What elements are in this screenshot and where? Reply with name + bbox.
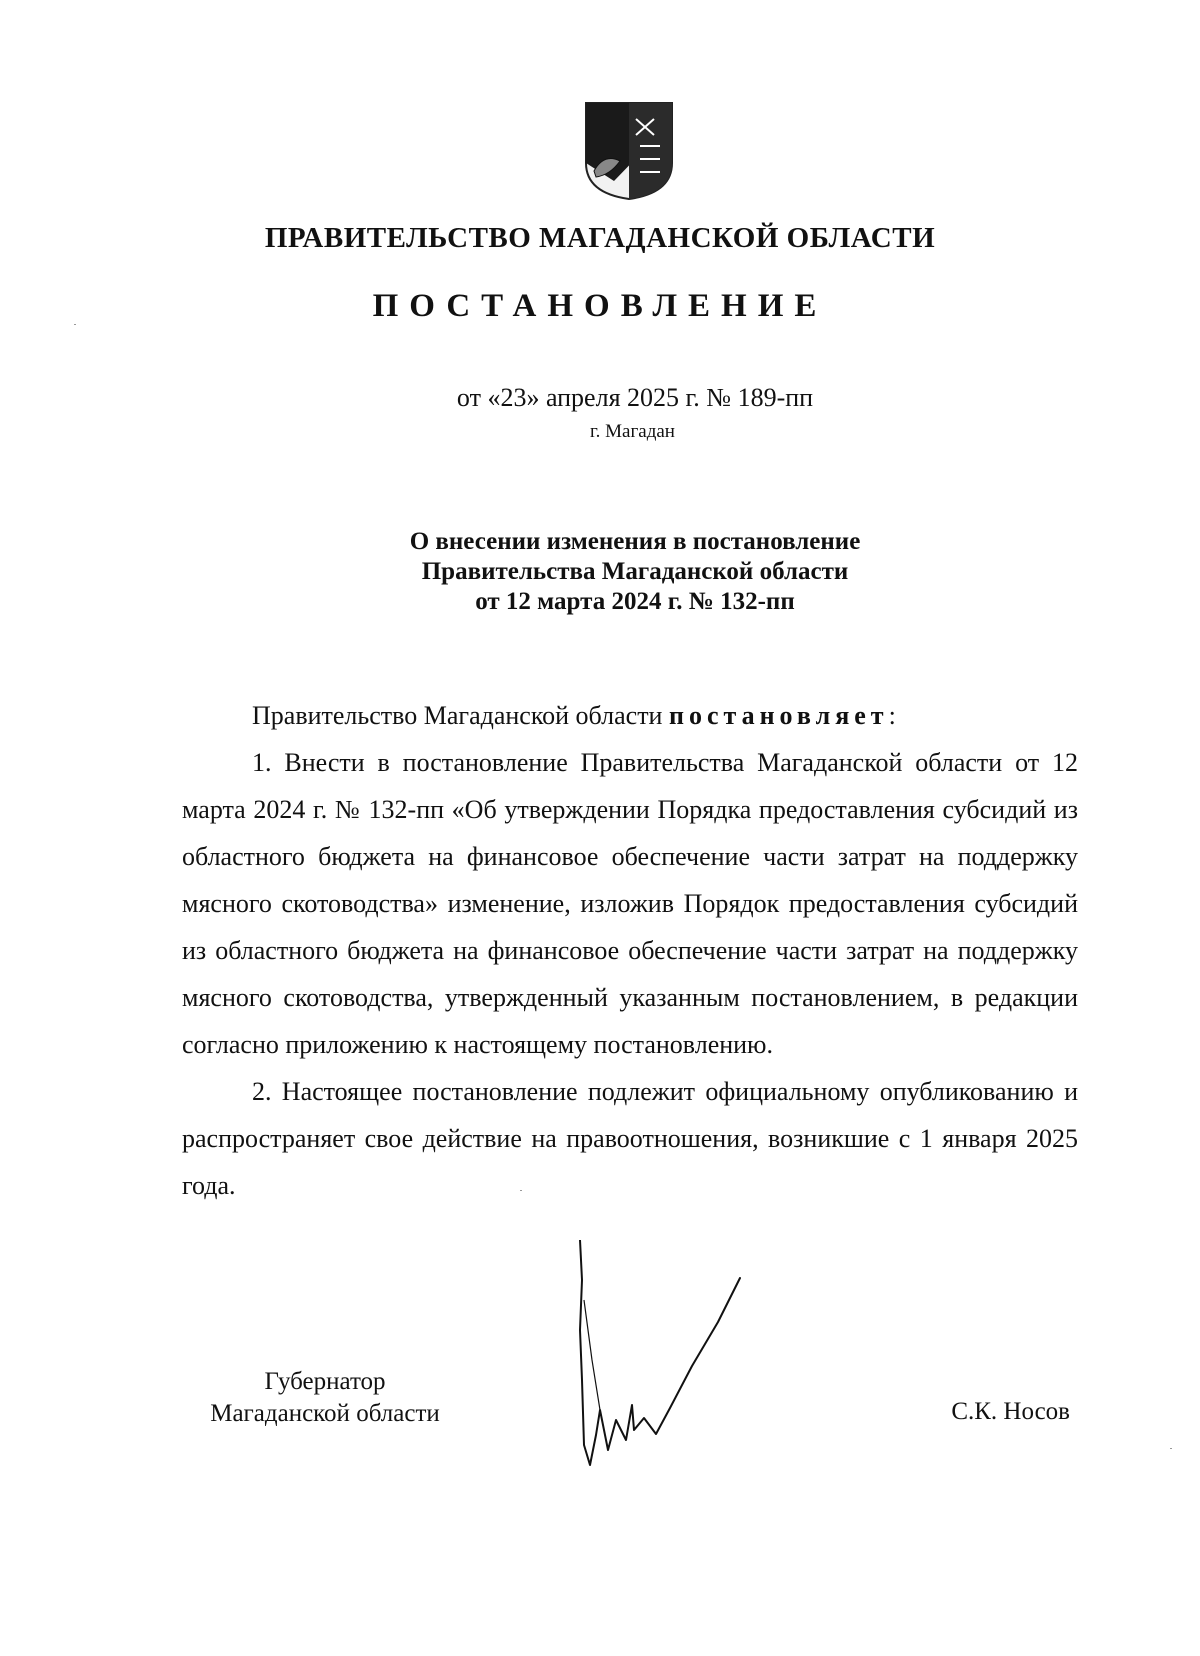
paragraph-1: 1. Внести в постановление Правительства Магаданской области от 12 марта 2024 г. № 132-пп «Об утверждении Порядка предоставления субсидий из областного бюджета на финансовое обеспечение части затрат на поддержку мясного скотоводства» изменение, изложив Порядок предоставления субсидий из областного бюджета на финансовое обеспечение части затрат на поддержку мясного скотоводства, утвержденный указанным постановлением, в редакции согласно приложению к настоящему постановлению. <box>182 748 1078 1059</box>
signatory-name: С.К. Носов <box>951 1398 1070 1425</box>
scan-speck <box>1170 1448 1172 1449</box>
document-body <box>182 692 1078 1209</box>
document-date-number: от «23» апреля 2025 г. № 189-пп <box>456 383 814 412</box>
organization-name: ПРАВИТЕЛЬСТВО МАГАДАНСКОЙ ОБЛАСТИ <box>264 222 936 254</box>
preamble <box>182 692 1078 739</box>
signatory-title <box>180 1366 470 1430</box>
preamble-emphasis: постановляет <box>668 701 889 730</box>
document-type-title: ПОСТАНОВЛЕНИЕ <box>372 288 828 324</box>
preamble-end: : <box>888 701 896 730</box>
subject-line-1: О внесении изменения в постановление <box>409 528 861 555</box>
coat-of-arms-emblem <box>584 101 674 201</box>
subject-line-3: от 12 марта 2024 г. № 132-пп <box>475 588 795 615</box>
paragraph-2: 2. Настоящее постановление подлежит официальному опубликованию и распространяет свое действие на правоотношения, возникшие с 1 января 2025 года. <box>182 1077 1078 1200</box>
document-city: г. Магадан <box>590 421 675 442</box>
subject-line-2: Правительства Магаданской области <box>421 558 849 585</box>
document-subject <box>0 527 1200 617</box>
preamble-text: Правительство Магаданской области <box>252 701 669 730</box>
handwritten-signature <box>570 1240 790 1480</box>
scan-speck <box>74 324 76 325</box>
signatory-title-line-2: Магаданской области <box>210 1400 440 1427</box>
signatory-title-line-1: Губернатор <box>264 1368 386 1395</box>
scan-speck <box>520 1190 522 1191</box>
